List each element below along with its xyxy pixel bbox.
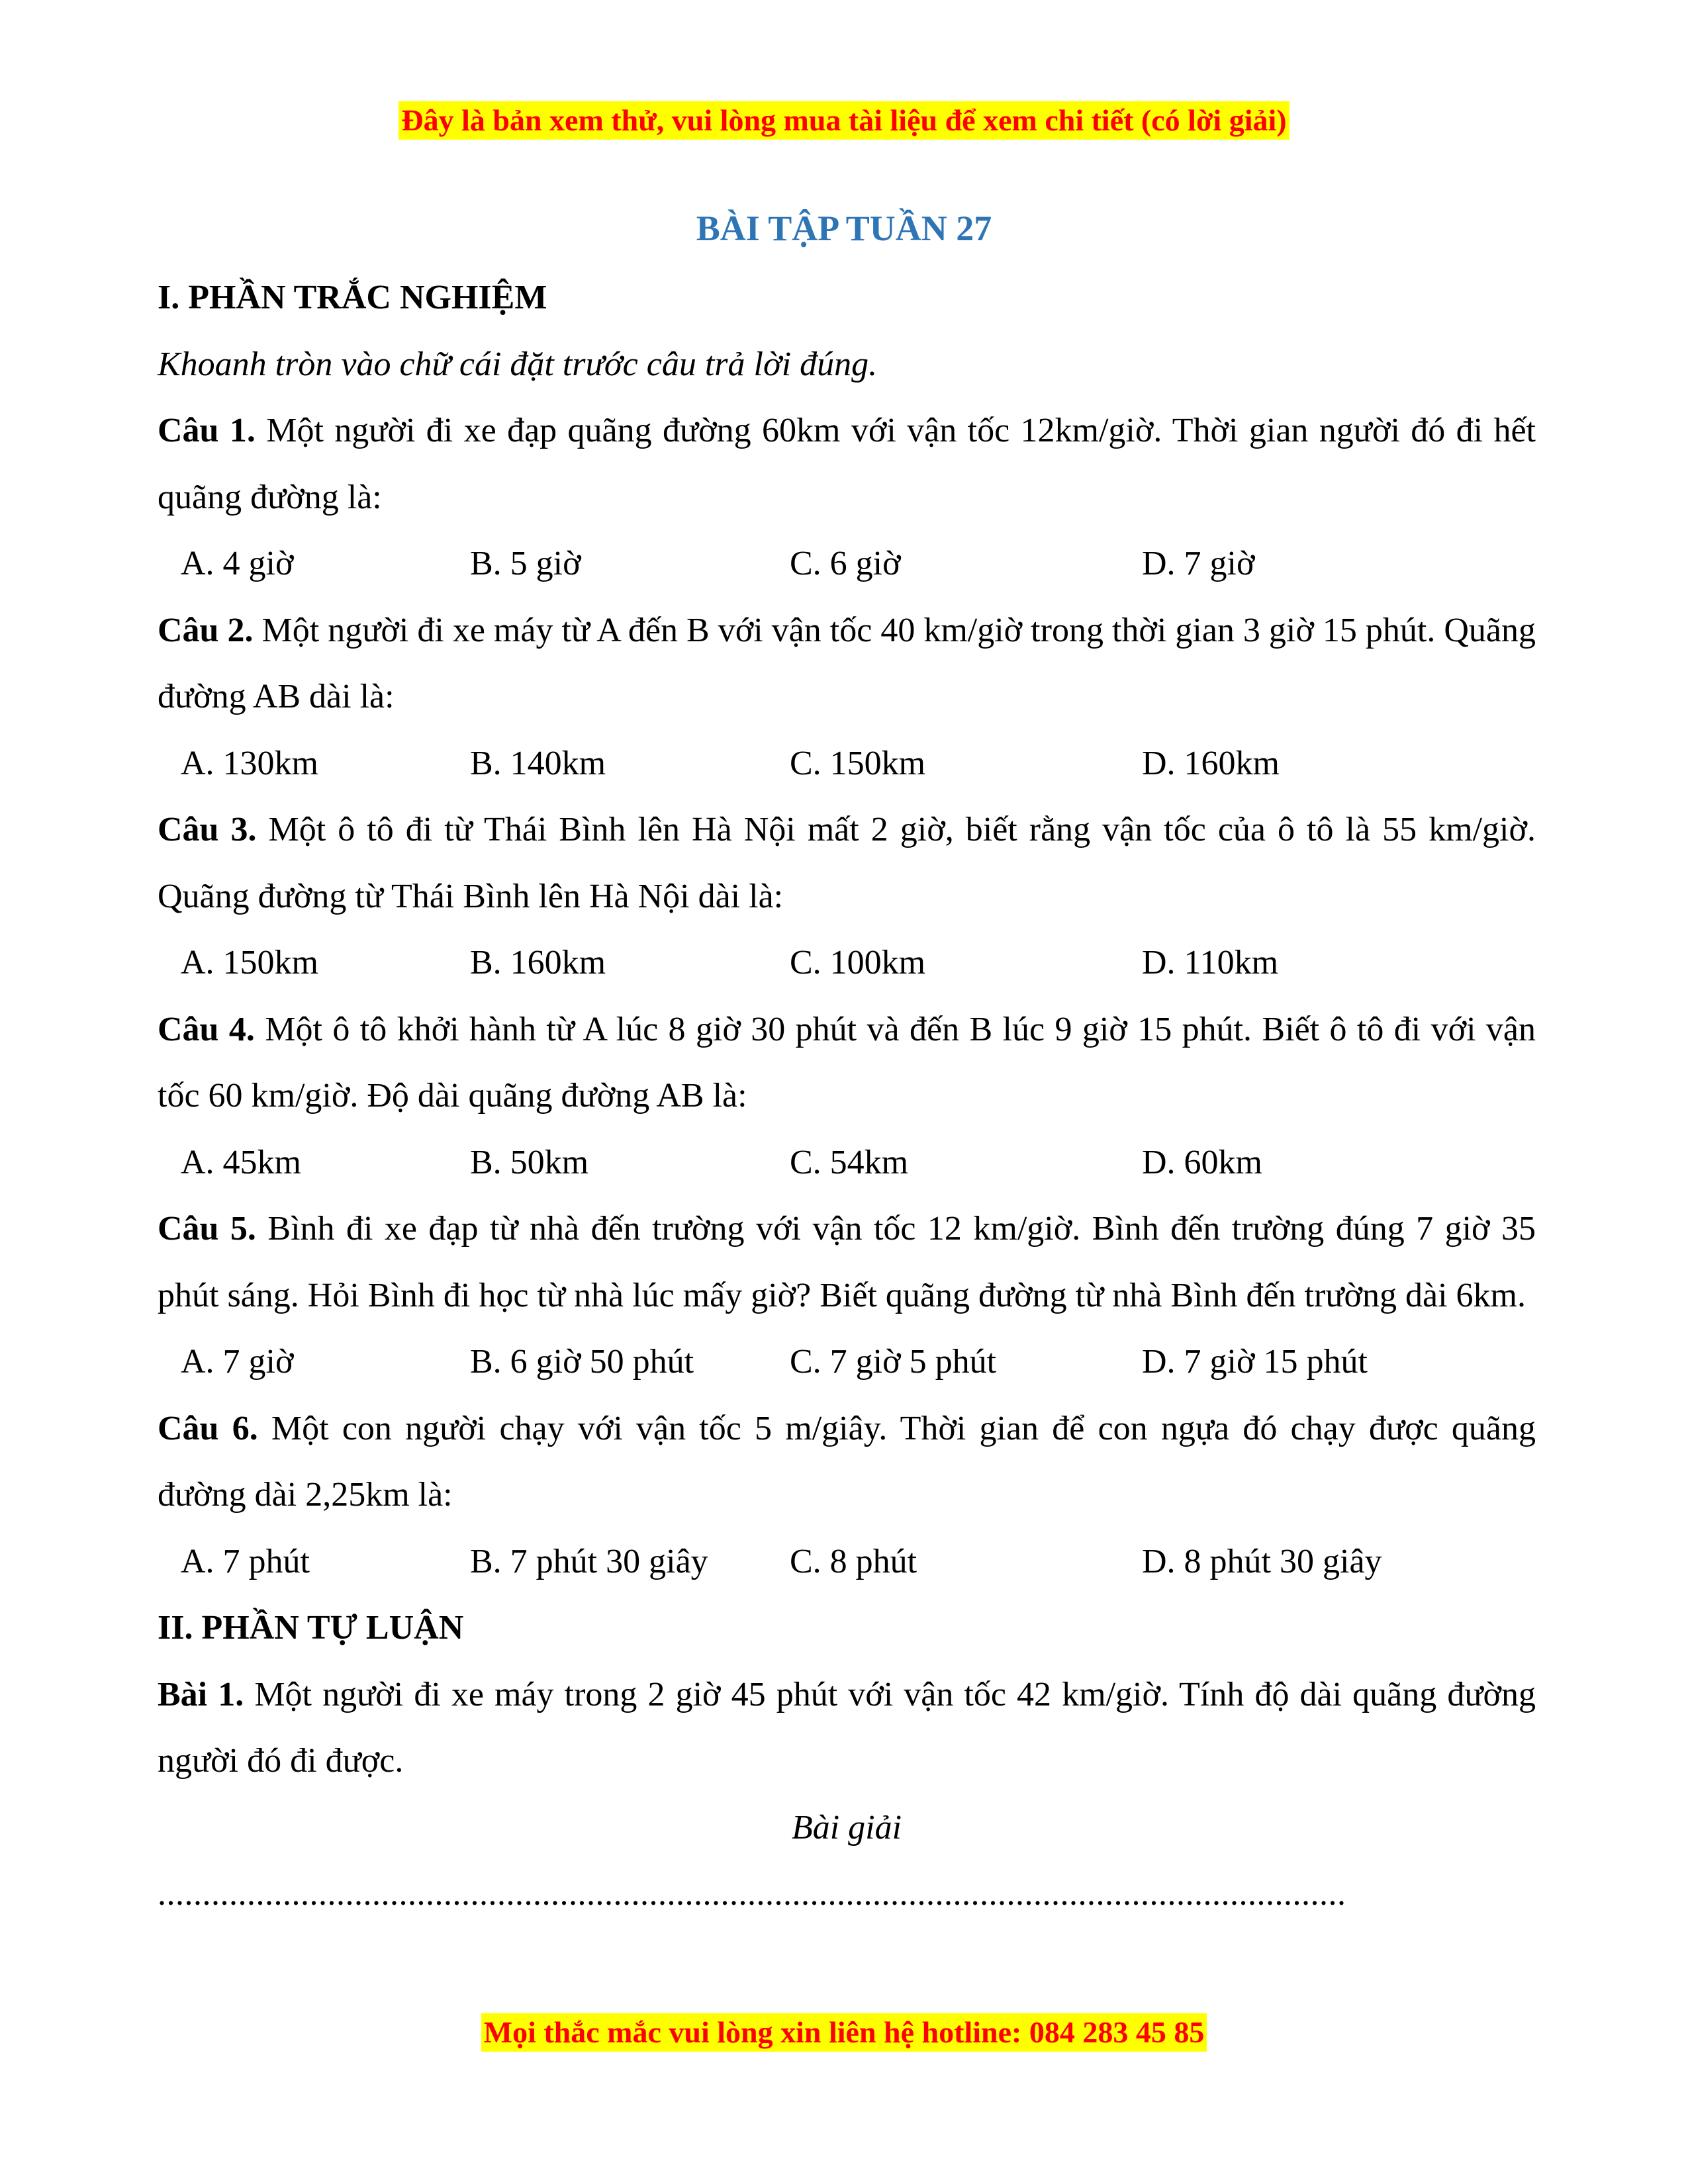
option-d: D. 110km — [1142, 944, 1279, 981]
option-c: C. 54km — [790, 1143, 909, 1181]
option-c: C. 100km — [790, 944, 926, 981]
footer-banner-text: Mọi thắc mắc vui lòng xin liên hệ hotline: 084 283 45 85 — [481, 2013, 1207, 2052]
question-text: Một người đi xe máy từ A đến B với vận tốc 40 km/giờ trong thời gian 3 giờ 15 phút. Quãng đường AB dài là: — [158, 611, 1536, 715]
option-c: C. 6 giờ — [790, 545, 901, 582]
option-a: A. 7 giờ — [181, 1343, 294, 1381]
option-a: A. 130km — [181, 744, 318, 782]
question-1 — [158, 398, 1536, 531]
option-d: D. 7 giờ — [1142, 545, 1255, 582]
question-2 — [158, 598, 1536, 731]
question-text: Một ô tô đi từ Thái Bình lên Hà Nội mất 2 giờ, biết rằng vận tốc của ô tô là 55 km/giờ. Quãng đường từ Thái Bình lên Hà Nội dài là: — [158, 811, 1536, 915]
option-c: C. 7 giờ 5 phút — [790, 1343, 997, 1381]
question-text: Một con người chạy với vận tốc 5 m/giây. Thời gian để con ngựa đó chạy được quãng đường dài 2,25km là: — [158, 1409, 1536, 1514]
header-banner-text: Đây là bản xem thử, vui lòng mua tài liệu để xem chi tiết (có lời giải) — [399, 101, 1289, 140]
question-5-options — [158, 1329, 1536, 1396]
question-6-options — [158, 1529, 1536, 1596]
option-b: B. 160km — [470, 944, 606, 981]
option-a: A. 45km — [181, 1143, 301, 1181]
option-c: C. 150km — [790, 744, 926, 782]
option-a: A. 150km — [181, 944, 318, 981]
question-label: Câu 3. — [158, 811, 257, 848]
option-b: B. 5 giờ — [470, 545, 581, 582]
question-label: Câu 4. — [158, 1010, 255, 1048]
option-a: A. 7 phút — [181, 1542, 310, 1580]
question-label: Câu 1. — [158, 412, 256, 449]
option-b: B. 7 phút 30 giây — [470, 1542, 708, 1580]
question-6 — [158, 1396, 1536, 1529]
option-b: B. 50km — [470, 1143, 589, 1181]
solution-label: Bài giải — [791, 1808, 902, 1846]
option-c: C. 8 phút — [790, 1542, 917, 1580]
question-label: Câu 2. — [158, 611, 254, 649]
part1-instruction: Khoanh tròn vào chữ cái đặt trước câu trả lời đúng. — [158, 345, 878, 383]
answer-line: ..................................................................................................................................... — [158, 1875, 1346, 1913]
question-1-options — [158, 531, 1536, 598]
part2-heading: II. PHẦN TỰ LUẬN — [158, 1609, 464, 1647]
question-4-options — [158, 1130, 1536, 1197]
page-title: BÀI TẬP TUẦN 27 — [696, 208, 992, 248]
option-b: B. 140km — [470, 744, 606, 782]
question-label: Câu 5. — [158, 1210, 256, 1248]
problem-text: Một người đi xe máy trong 2 giờ 45 phút với vận tốc 42 km/giờ. Tính độ dài quãng đường người đó đi được. — [158, 1675, 1536, 1780]
question-label: Câu 6. — [158, 1409, 258, 1447]
option-b: B. 6 giờ 50 phút — [470, 1343, 694, 1381]
question-text: Một ô tô khởi hành từ A lúc 8 giờ 30 phút và đến B lúc 9 giờ 15 phút. Biết ô tô đi với vận tốc 60 km/giờ. Độ dài quãng đường AB là: — [158, 1010, 1536, 1115]
part1-heading: I. PHẦN TRẮC NGHIỆM — [158, 279, 547, 316]
question-3 — [158, 797, 1536, 930]
option-d: D. 60km — [1142, 1143, 1262, 1181]
question-5 — [158, 1196, 1536, 1329]
question-4 — [158, 997, 1536, 1130]
option-d: D. 7 giờ 15 phút — [1142, 1343, 1368, 1381]
problem-1 — [158, 1662, 1536, 1795]
option-a: A. 4 giờ — [181, 545, 294, 582]
option-d: D. 160km — [1142, 744, 1280, 782]
header-banner — [0, 101, 1688, 140]
question-text: Bình đi xe đạp từ nhà đến trường với vận tốc 12 km/giờ. Bình đến trường đúng 7 giờ 35 phút sáng. Hỏi Bình đi học từ nhà lúc mấy giờ? Biết quãng đường từ nhà Bình đến trường dài 6km. — [158, 1210, 1536, 1314]
option-d: D. 8 phút 30 giây — [1142, 1542, 1382, 1580]
question-text: Một người đi xe đạp quãng đường 60km với vận tốc 12km/giờ. Thời gian người đó đi hết quãng đường là: — [158, 412, 1536, 516]
document-body — [158, 265, 1536, 1928]
problem-label: Bài 1. — [158, 1675, 244, 1713]
question-3-options — [158, 930, 1536, 997]
question-2-options — [158, 731, 1536, 797]
footer-banner — [0, 2013, 1688, 2052]
